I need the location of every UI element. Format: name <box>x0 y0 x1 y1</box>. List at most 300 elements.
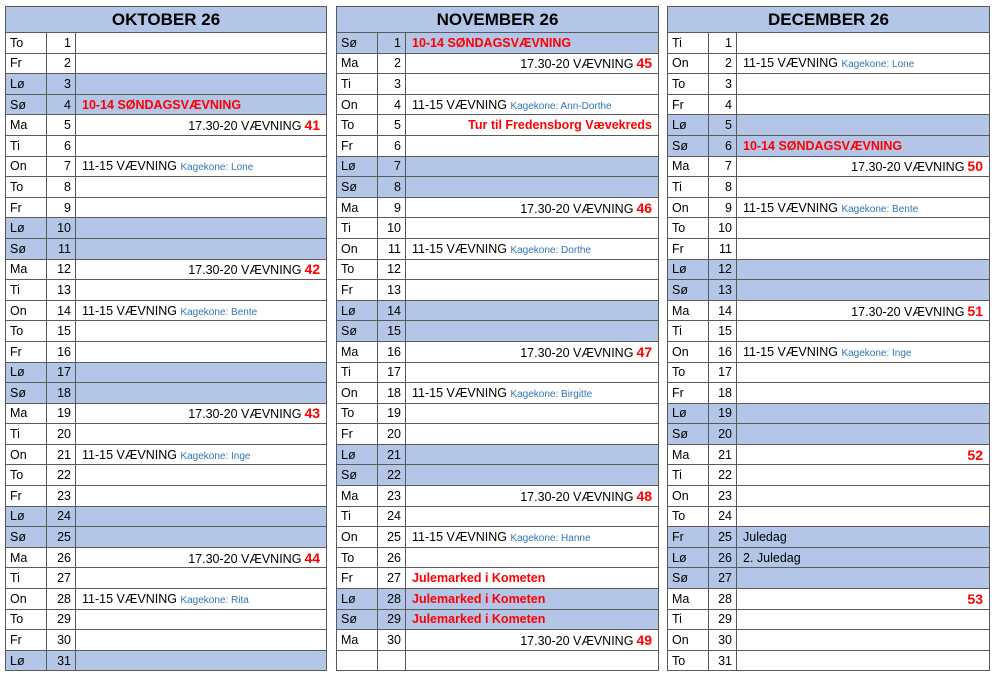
weekday-cell: On <box>337 383 378 404</box>
day-row <box>337 177 659 198</box>
date-cell: 1 <box>709 33 737 54</box>
weekday-cell: On <box>6 444 47 465</box>
event-cell <box>737 547 990 568</box>
cake-person: Kagekone: Dorthe <box>510 244 592 256</box>
day-row <box>668 424 990 445</box>
day-row <box>6 383 327 404</box>
event-text: 11-15 VÆVNING <box>82 591 177 606</box>
date-cell: 7 <box>709 156 737 177</box>
date-cell: 18 <box>709 383 737 404</box>
date-cell: 6 <box>709 135 737 156</box>
weekday-cell: Ti <box>337 74 378 95</box>
date-cell: 5 <box>47 115 76 136</box>
month-title: DECEMBER 26 <box>668 7 990 33</box>
event-cell <box>737 177 990 198</box>
day-row <box>668 362 990 383</box>
event-cell <box>76 609 327 630</box>
event-cell <box>76 115 327 136</box>
weekday-cell: Ma <box>6 115 47 136</box>
event-cell <box>737 486 990 507</box>
event-cell <box>406 506 659 527</box>
event-cell <box>76 341 327 362</box>
weekday-cell: Ti <box>6 135 47 156</box>
date-cell: 4 <box>378 94 406 115</box>
event-text: 17.30-20 VÆVNING <box>520 489 634 504</box>
weekday-cell: Ma <box>6 259 47 280</box>
weekday-cell: Lø <box>337 156 378 177</box>
day-row <box>337 300 659 321</box>
event-cell <box>406 424 659 445</box>
day-row <box>6 33 327 54</box>
day-row <box>6 74 327 95</box>
event-cell <box>406 197 659 218</box>
week-number: 47 <box>636 343 653 360</box>
event-text: 11-15 VÆVNING <box>412 385 507 400</box>
date-cell: 24 <box>709 506 737 527</box>
event-cell <box>76 33 327 54</box>
date-cell: 18 <box>378 383 406 404</box>
calendar-october <box>5 6 327 671</box>
day-row <box>6 94 327 115</box>
weekday-cell: To <box>337 115 378 136</box>
date-cell: 15 <box>378 321 406 342</box>
date-cell: 9 <box>47 197 76 218</box>
date-cell: 1 <box>47 33 76 54</box>
date-cell: 13 <box>709 280 737 301</box>
event-cell <box>76 630 327 651</box>
event-text: 17.30-20 VÆVNING <box>188 263 302 278</box>
day-row <box>337 650 659 671</box>
event-cell <box>406 321 659 342</box>
date-cell: 28 <box>709 589 737 610</box>
day-row <box>668 568 990 589</box>
event-cell <box>76 424 327 445</box>
weekday-cell: Sø <box>668 280 709 301</box>
day-row <box>337 341 659 362</box>
day-row <box>337 53 659 74</box>
event-cell <box>406 300 659 321</box>
day-row <box>337 609 659 630</box>
date-cell: 31 <box>47 650 76 671</box>
day-row <box>668 403 990 424</box>
weekday-cell: Lø <box>668 403 709 424</box>
weekday-cell: Fr <box>6 486 47 507</box>
week-number: 45 <box>636 55 653 72</box>
weekday-cell: To <box>6 465 47 486</box>
day-row <box>668 321 990 342</box>
day-row <box>337 506 659 527</box>
date-cell: 28 <box>378 589 406 610</box>
event-cell <box>406 403 659 424</box>
date-cell: 3 <box>47 74 76 95</box>
day-row <box>6 568 327 589</box>
event-text: 11-15 VÆVNING <box>82 447 177 462</box>
weekday-cell: Sø <box>337 321 378 342</box>
event-text: 17.30-20 VÆVNING <box>520 634 634 649</box>
day-row <box>6 135 327 156</box>
weekday-cell: Ti <box>668 609 709 630</box>
weekday-cell: Ti <box>337 362 378 383</box>
event-cell <box>737 465 990 486</box>
week-number: 51 <box>967 302 983 319</box>
weekday-cell: Ti <box>6 280 47 301</box>
day-row <box>337 115 659 136</box>
weekday-cell: Sø <box>6 527 47 548</box>
weekday-cell: Sø <box>668 424 709 445</box>
date-cell: 14 <box>709 300 737 321</box>
day-row <box>337 424 659 445</box>
weekday-cell: To <box>668 362 709 383</box>
cake-person: Kagekone: Birgitte <box>510 388 593 400</box>
day-row <box>337 486 659 507</box>
event-cell <box>406 341 659 362</box>
day-row <box>337 259 659 280</box>
day-row <box>337 589 659 610</box>
weekday-cell: Sø <box>6 94 47 115</box>
date-cell: 17 <box>378 362 406 383</box>
event-highlight: 10-14 SØNDAGSVÆVNING <box>82 97 242 112</box>
weekday-cell: Ma <box>337 486 378 507</box>
day-row <box>6 547 327 568</box>
week-number: 48 <box>636 487 653 504</box>
event-cell <box>406 177 659 198</box>
day-row <box>6 156 327 177</box>
weekday-cell: To <box>668 506 709 527</box>
event-cell <box>737 341 990 362</box>
event-cell <box>406 218 659 239</box>
day-row <box>337 321 659 342</box>
event-cell <box>737 280 990 301</box>
date-cell: 2 <box>47 53 76 74</box>
date-cell <box>378 650 406 671</box>
date-cell: 16 <box>378 341 406 362</box>
weekday-cell: Ti <box>668 177 709 198</box>
date-cell: 31 <box>709 650 737 671</box>
date-cell: 27 <box>47 568 76 589</box>
event-cell <box>76 568 327 589</box>
cake-person: Kagekone: Hanne <box>510 533 591 545</box>
date-cell: 26 <box>47 547 76 568</box>
weekday-cell: To <box>337 403 378 424</box>
event-cell <box>737 609 990 630</box>
weekday-cell: Fr <box>6 341 47 362</box>
day-row <box>6 321 327 342</box>
weekday-cell: Ma <box>668 156 709 177</box>
day-row <box>6 259 327 280</box>
date-cell: 27 <box>378 568 406 589</box>
event-cell <box>406 609 659 630</box>
date-cell: 12 <box>709 259 737 280</box>
event-cell <box>76 259 327 280</box>
event-cell <box>406 383 659 404</box>
day-row <box>6 589 327 610</box>
event-cell <box>406 589 659 610</box>
cake-person: Kagekone: Bente <box>841 203 919 215</box>
date-cell: 8 <box>378 177 406 198</box>
date-cell: 25 <box>378 527 406 548</box>
day-row <box>6 300 327 321</box>
event-text: 17.30-20 VÆVNING <box>520 201 634 216</box>
date-cell: 15 <box>709 321 737 342</box>
event-text: 11-15 VÆVNING <box>82 303 177 318</box>
date-cell: 20 <box>709 424 737 445</box>
event-text: 11-15 VÆVNING <box>743 200 838 215</box>
event-cell <box>737 300 990 321</box>
day-row <box>6 115 327 136</box>
event-cell <box>76 547 327 568</box>
day-row <box>668 94 990 115</box>
day-row <box>668 589 990 610</box>
event-cell <box>76 362 327 383</box>
weekday-cell: To <box>6 609 47 630</box>
date-cell: 10 <box>47 218 76 239</box>
day-row <box>668 609 990 630</box>
event-text: Juledag <box>743 530 787 545</box>
date-cell: 19 <box>378 403 406 424</box>
week-number: 43 <box>304 405 321 422</box>
day-row <box>6 506 327 527</box>
weekday-cell: Ti <box>337 218 378 239</box>
event-cell <box>737 589 990 610</box>
week-number: 46 <box>636 199 653 216</box>
event-cell <box>406 465 659 486</box>
day-row <box>668 197 990 218</box>
day-row <box>337 135 659 156</box>
weekday-cell: Sø <box>337 33 378 54</box>
weekday-cell: Sø <box>668 135 709 156</box>
date-cell: 5 <box>709 115 737 136</box>
event-cell <box>76 300 327 321</box>
event-cell <box>737 74 990 95</box>
event-cell <box>76 135 327 156</box>
event-cell <box>406 568 659 589</box>
day-row <box>337 444 659 465</box>
event-text: 17.30-20 VÆVNING <box>851 160 965 175</box>
weekday-cell: To <box>6 321 47 342</box>
event-cell <box>406 74 659 95</box>
event-cell <box>76 177 327 198</box>
weekday-cell: Lø <box>337 444 378 465</box>
cake-person: Kagekone: Lone <box>841 59 915 71</box>
weekday-cell: Lø <box>6 218 47 239</box>
date-cell: 16 <box>47 341 76 362</box>
day-row <box>668 115 990 136</box>
event-cell <box>76 218 327 239</box>
date-cell: 3 <box>378 74 406 95</box>
day-row <box>668 547 990 568</box>
day-row <box>6 424 327 445</box>
event-cell <box>406 280 659 301</box>
day-row <box>6 650 327 671</box>
weekday-cell: Sø <box>337 177 378 198</box>
week-number: 49 <box>636 632 653 649</box>
event-highlight: 10-14 SØNDAGSVÆVNING <box>743 138 903 153</box>
event-text: 11-15 VÆVNING <box>743 56 838 71</box>
day-row <box>668 506 990 527</box>
cake-person: Kagekone: Lone <box>180 162 254 174</box>
weekday-cell: Lø <box>6 506 47 527</box>
weekday-cell: Sø <box>668 568 709 589</box>
event-text: 17.30-20 VÆVNING <box>188 119 302 134</box>
event-cell <box>406 115 659 136</box>
day-row <box>6 197 327 218</box>
event-cell <box>737 506 990 527</box>
date-cell: 20 <box>47 424 76 445</box>
weekday-cell: Ma <box>6 403 47 424</box>
event-cell <box>737 424 990 445</box>
day-row <box>668 238 990 259</box>
date-cell: 12 <box>378 259 406 280</box>
event-cell <box>737 33 990 54</box>
event-cell <box>737 403 990 424</box>
day-row <box>6 527 327 548</box>
day-row <box>668 74 990 95</box>
event-text: 11-15 VÆVNING <box>82 159 177 174</box>
date-cell: 29 <box>47 609 76 630</box>
weekday-cell: Lø <box>668 547 709 568</box>
weekday-cell: Ma <box>337 630 378 651</box>
weekday-cell: Ma <box>668 300 709 321</box>
week-number: 52 <box>967 446 983 463</box>
day-row <box>337 197 659 218</box>
day-row <box>337 238 659 259</box>
date-cell: 24 <box>47 506 76 527</box>
date-cell: 13 <box>378 280 406 301</box>
date-cell: 2 <box>709 53 737 74</box>
date-cell: 15 <box>47 321 76 342</box>
week-number: 42 <box>304 261 321 278</box>
weekday-cell: Lø <box>6 74 47 95</box>
event-text: 2. Juledag <box>743 550 801 565</box>
weekday-cell: On <box>668 197 709 218</box>
day-row <box>337 218 659 239</box>
date-cell: 30 <box>709 630 737 651</box>
weekday-cell: Sø <box>6 383 47 404</box>
weekday-cell: On <box>337 238 378 259</box>
event-cell <box>737 218 990 239</box>
date-cell: 22 <box>47 465 76 486</box>
date-cell: 6 <box>378 135 406 156</box>
weekday-cell: On <box>6 156 47 177</box>
weekday-cell: Fr <box>337 424 378 445</box>
day-row <box>6 280 327 301</box>
month-title: OKTOBER 26 <box>6 7 327 33</box>
cake-person: Kagekone: Inge <box>180 450 251 462</box>
weekday-cell: Lø <box>337 589 378 610</box>
weekday-cell: Fr <box>337 568 378 589</box>
event-cell <box>737 94 990 115</box>
day-row <box>6 362 327 383</box>
date-cell: 24 <box>378 506 406 527</box>
event-cell <box>737 362 990 383</box>
weekday-cell: Lø <box>668 259 709 280</box>
date-cell: 25 <box>47 527 76 548</box>
day-row <box>337 547 659 568</box>
date-cell: 11 <box>378 238 406 259</box>
day-row <box>668 280 990 301</box>
weekday-cell: Ti <box>668 321 709 342</box>
event-highlight: Julemarked i Kometen <box>412 612 546 627</box>
day-row <box>6 465 327 486</box>
event-cell <box>406 156 659 177</box>
event-text: 11-15 VÆVNING <box>412 241 507 256</box>
day-row <box>668 156 990 177</box>
day-row <box>337 362 659 383</box>
event-cell <box>737 53 990 74</box>
date-cell: 22 <box>709 465 737 486</box>
date-cell: 6 <box>47 135 76 156</box>
event-text: 11-15 VÆVNING <box>743 344 838 359</box>
month-title: NOVEMBER 26 <box>337 7 659 33</box>
event-highlight: 10-14 SØNDAGSVÆVNING <box>412 35 572 50</box>
date-cell: 18 <box>47 383 76 404</box>
event-cell <box>406 33 659 54</box>
date-cell: 26 <box>378 547 406 568</box>
date-cell: 23 <box>709 486 737 507</box>
day-row <box>337 527 659 548</box>
day-row <box>668 465 990 486</box>
event-cell <box>737 527 990 548</box>
event-cell <box>76 53 327 74</box>
day-row <box>668 527 990 548</box>
event-cell <box>76 238 327 259</box>
weekday-cell: Lø <box>6 650 47 671</box>
date-cell: 10 <box>709 218 737 239</box>
calendar-december <box>667 6 990 671</box>
weekday-cell: On <box>668 486 709 507</box>
weekday-cell: On <box>668 341 709 362</box>
weekday-cell: Fr <box>668 94 709 115</box>
weekday-cell: On <box>668 630 709 651</box>
weekday-cell: Ma <box>6 547 47 568</box>
day-row <box>6 609 327 630</box>
day-row <box>668 259 990 280</box>
weekday-cell: Fr <box>6 197 47 218</box>
event-cell <box>406 94 659 115</box>
event-highlight: Tur til Fredensborg Vævekreds <box>468 118 653 133</box>
weekday-cell: Fr <box>668 238 709 259</box>
date-cell: 2 <box>378 53 406 74</box>
date-cell: 29 <box>709 609 737 630</box>
weekday-cell: Sø <box>337 465 378 486</box>
weekday-cell: To <box>668 218 709 239</box>
day-row <box>668 218 990 239</box>
day-row <box>6 444 327 465</box>
event-text: 17.30-20 VÆVNING <box>188 551 302 566</box>
event-cell <box>76 465 327 486</box>
date-cell: 17 <box>709 362 737 383</box>
date-cell: 9 <box>378 197 406 218</box>
cake-person: Kagekone: Ann-Dorthe <box>510 100 612 112</box>
date-cell: 7 <box>378 156 406 177</box>
event-text: 11-15 VÆVNING <box>412 97 507 112</box>
event-cell <box>737 444 990 465</box>
event-cell <box>737 568 990 589</box>
day-row <box>668 486 990 507</box>
event-text: 17.30-20 VÆVNING <box>520 345 634 360</box>
weekday-cell <box>337 650 378 671</box>
day-row <box>337 74 659 95</box>
day-row <box>668 341 990 362</box>
weekday-cell: To <box>337 259 378 280</box>
event-cell <box>76 74 327 95</box>
event-cell <box>406 362 659 383</box>
date-cell: 30 <box>47 630 76 651</box>
date-cell: 21 <box>709 444 737 465</box>
day-row <box>337 280 659 301</box>
day-row <box>337 156 659 177</box>
event-cell <box>737 197 990 218</box>
